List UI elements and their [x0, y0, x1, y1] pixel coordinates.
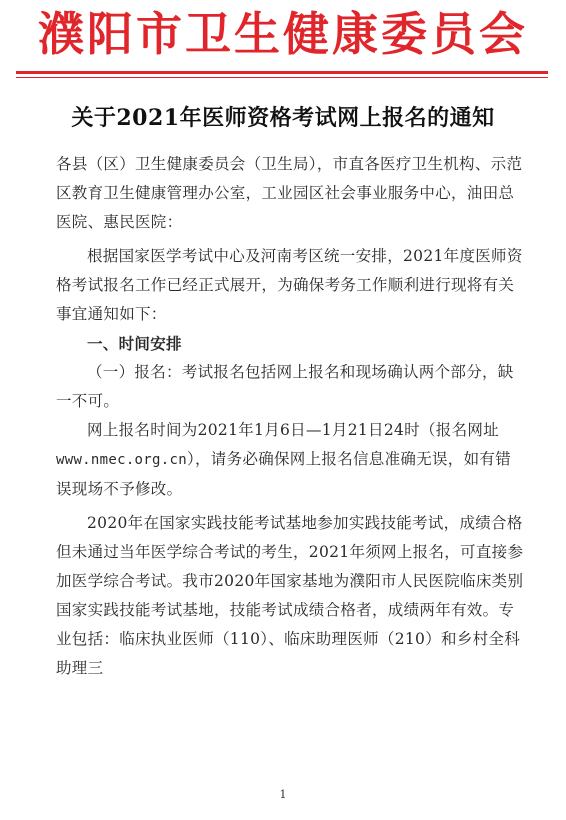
item-registration: （一）报名：考试报名包括网上报名和现场确认两个部分，缺一不可。: [56, 363, 514, 410]
intro-paragraph: 根据国家医学考试中心及河南考区统一安排，2021年度医师资格考试报名工作已经正式展开，为确保考务工作顺利进行现将有关事宜通知如下：: [56, 247, 523, 323]
paragraph-2020-candidates: 2020年在国家实践技能考试基地参加实践技能考试，成绩合格但未通过当年医学综合考试的考生，2021年须网上报名，可直接参加医学综合考试。我市2020年国家基地为濮阳市人民医院临床类别国家实践技能考试基地，技能考试成绩合格者，成绩两年有效。专业包括：临床执业医师（110）、临床助理医师（210）和乡村全科助理三: [56, 514, 524, 677]
document-body: [56, 150, 526, 683]
section-heading-time: 一、时间安排: [87, 334, 182, 353]
letterhead-rule-thin: [16, 77, 548, 78]
online-time-text: 网上报名时间为2021年1月6日—1月21日24时（报名网址: [87, 421, 499, 439]
online-note-text: ），请务必确保网上报名信息准确无误，如有错误现场不予修改。: [56, 450, 511, 498]
letterhead-rule-thick: [16, 71, 548, 74]
page-number: 1: [279, 788, 287, 801]
org-letterhead: 濮阳市卫生健康委员会: [38, 7, 528, 61]
document-title: 关于2021年医师资格考试网上报名的通知: [71, 105, 495, 131]
salutation: 各县（区）卫生健康委员会（卫生局），市直各医疗卫生机构、示范区教育卫生健康管理办公室，工业园区社会事业服务中心，油田总医院、惠民医院：: [56, 155, 523, 231]
online-registration-paragraph: [56, 416, 526, 504]
registration-url-link[interactable]: www.nmec.org.cn: [56, 452, 187, 468]
